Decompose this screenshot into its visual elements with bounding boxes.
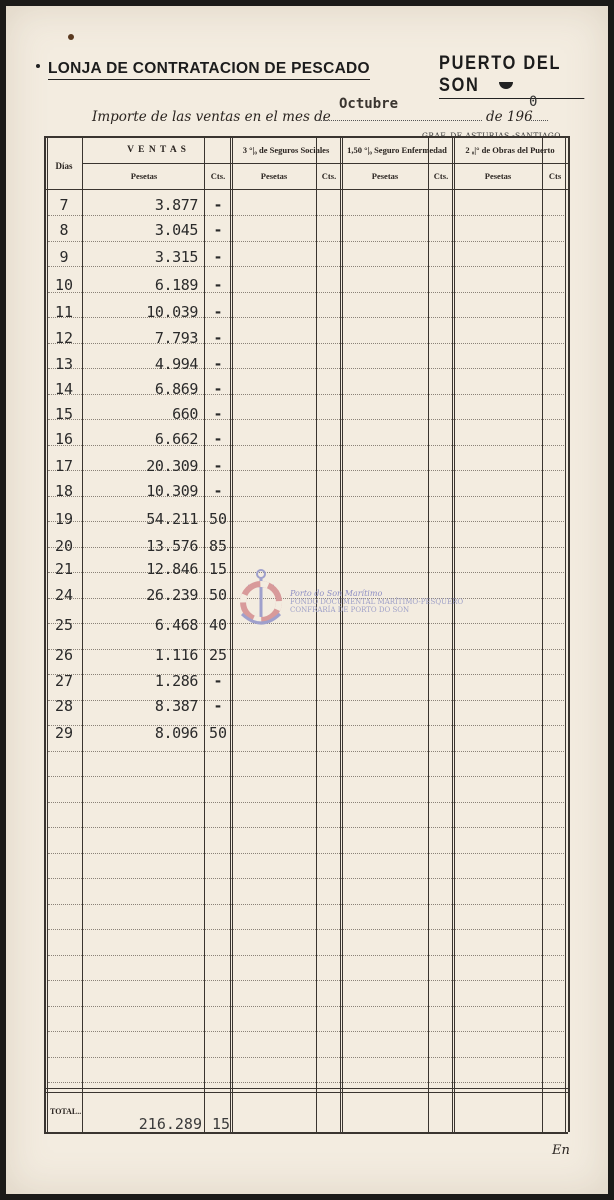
row-dia: 18 <box>54 482 74 500</box>
row-pesetas: 12.846 <box>146 560 198 578</box>
row-cts: 50 <box>208 724 228 742</box>
row-pesetas: 6.869 <box>154 380 198 398</box>
row-pesetas: 8.096 <box>154 724 198 742</box>
row-cts: - <box>213 276 223 294</box>
row-line-27 <box>48 904 564 905</box>
row-dia: 14 <box>54 380 74 398</box>
row-cts: - <box>213 303 223 321</box>
row-line-1 <box>48 241 564 242</box>
col-line-obras-cts <box>542 136 543 1132</box>
stamp-line-1: FONDO DOCUMENTAL MARÍTIMO-PESQUERO <box>290 598 464 606</box>
puerto-title: PUERTO DEL SON <box>439 53 584 99</box>
row-line-25 <box>48 853 564 854</box>
header-ventas: V E N T A S <box>127 145 187 155</box>
lonja-title: LONJA DE CONTRATACION DE PESCADO <box>48 60 370 80</box>
ink-spot <box>68 34 74 40</box>
stamp-title: Porto do Son Marítimo <box>290 589 383 598</box>
row-dia: 7 <box>59 196 69 214</box>
header-dias: Días <box>55 161 73 171</box>
col-line-ventas-end <box>230 136 231 1132</box>
col-line-ventas-cts <box>204 136 205 1132</box>
row-line-29 <box>48 955 564 956</box>
row-cts: - <box>213 355 223 373</box>
row-dia: 13 <box>54 355 74 373</box>
row-cts: - <box>213 221 223 239</box>
stamp-caption <box>290 590 463 614</box>
row-line-28 <box>48 929 564 930</box>
row-cts: - <box>213 672 223 690</box>
year-dotted-line <box>526 120 548 121</box>
row-dia: 8 <box>59 221 69 239</box>
row-cts: - <box>213 405 223 423</box>
row-line-32 <box>48 1031 564 1032</box>
row-dia: 29 <box>54 724 74 742</box>
row-line-2 <box>48 266 564 267</box>
subheader-ventas-cts: Cts. <box>210 171 226 181</box>
row-dia: 21 <box>54 560 74 578</box>
row-dia: 26 <box>54 646 74 664</box>
header-rule <box>44 189 568 190</box>
row-line-26 <box>48 878 564 879</box>
row-line-22 <box>48 776 564 777</box>
row-dia: 25 <box>54 616 74 634</box>
row-pesetas: 6.662 <box>154 430 198 448</box>
year-label: de 196 <box>486 109 533 125</box>
total-label: TOTAL.. <box>50 1107 82 1116</box>
row-dia: 17 <box>54 457 74 475</box>
subheader-enfermedad-pesetas: Pesetas <box>371 171 399 181</box>
row-cts: - <box>213 248 223 266</box>
row-pesetas: 3.315 <box>154 248 198 266</box>
subheader-rule <box>82 163 568 164</box>
row-dia: 16 <box>54 430 74 448</box>
row-dia: 27 <box>54 672 74 690</box>
row-line-33 <box>48 1057 564 1058</box>
importe-label: Importe de las ventas en el mes de <box>92 109 331 125</box>
month-value: Octubre <box>339 96 399 112</box>
row-dia: 20 <box>54 537 74 555</box>
row-cts: - <box>213 430 223 448</box>
row-cts: - <box>213 196 223 214</box>
col-line-dias <box>82 136 83 1132</box>
table-border-right <box>568 136 570 1132</box>
month-dotted-line <box>318 120 482 121</box>
total-pesetas: 216.289 <box>138 1115 202 1133</box>
row-dia: 10 <box>54 276 74 294</box>
row-cts: - <box>213 329 223 347</box>
printer-credit: GRAF. DE ASTURIAS.-SANTIAGO <box>422 131 561 140</box>
row-pesetas: 4.994 <box>154 355 198 373</box>
col-line-enfermedad-cts <box>428 136 429 1132</box>
row-cts: - <box>213 457 223 475</box>
row-dia: 9 <box>59 248 69 266</box>
row-pesetas: 1.286 <box>154 672 198 690</box>
row-line-34 <box>48 1082 564 1083</box>
row-cts: 15 <box>208 560 228 578</box>
header-seguros-sociales: 3 °|₀ de Seguros Sociales <box>242 145 330 155</box>
subheader-obras-pesetas: Pesetas <box>484 171 512 181</box>
row-line-21 <box>48 751 564 752</box>
total-rule-2 <box>44 1092 568 1093</box>
row-dia: 24 <box>54 586 74 604</box>
row-dia: 28 <box>54 697 74 715</box>
row-pesetas: 10.309 <box>146 482 198 500</box>
row-cts: 25 <box>208 646 228 664</box>
total-rule <box>44 1088 568 1089</box>
header-seguro-enfermedad: 1,50 °|₀ Seguro Enfermedad <box>347 145 447 155</box>
stamp-line-2: CONFRARÍA DE PORTO DO SON <box>290 606 410 614</box>
row-pesetas: 13.576 <box>146 537 198 555</box>
row-pesetas: 10.039 <box>146 303 198 321</box>
row-dia: 11 <box>54 303 74 321</box>
row-pesetas: 1.116 <box>154 646 198 664</box>
row-pesetas: 3.045 <box>154 221 198 239</box>
total-cts: 15 <box>211 1115 231 1133</box>
col-line-enfermedad-start <box>342 136 343 1132</box>
row-pesetas: 8.387 <box>154 697 198 715</box>
table-border-top <box>44 136 568 138</box>
subheader-obras-cts: Cts <box>548 171 562 181</box>
row-line-23 <box>48 802 564 803</box>
continuation-text: En <box>552 1143 570 1158</box>
row-line-0 <box>48 215 564 216</box>
col-line-seguros-start <box>232 136 233 1132</box>
row-cts: 40 <box>208 616 228 634</box>
row-pesetas: 26.239 <box>146 586 198 604</box>
row-pesetas: 3.877 <box>154 196 198 214</box>
row-dia: 19 <box>54 510 74 528</box>
row-pesetas: 660 <box>172 405 198 423</box>
row-pesetas: 7.793 <box>154 329 198 347</box>
year-value: 0 <box>529 94 538 110</box>
col-line-seguros-end <box>340 136 341 1132</box>
anchor-lifebuoy-stamp-icon <box>236 566 286 630</box>
row-pesetas: 20.309 <box>146 457 198 475</box>
row-cts: - <box>213 482 223 500</box>
col-line-enfermedad-end <box>452 136 453 1132</box>
bullet-mark <box>36 64 40 68</box>
row-dia: 12 <box>54 329 74 347</box>
row-cts: 85 <box>208 537 228 555</box>
table-border-right-inner <box>565 136 566 1132</box>
row-line-31 <box>48 1006 564 1007</box>
row-line-30 <box>48 980 564 981</box>
row-cts: - <box>213 380 223 398</box>
row-cts: 50 <box>208 510 228 528</box>
col-line-obras-start <box>454 136 455 1132</box>
subheader-ventas-pesetas: Pesetas <box>130 171 158 181</box>
row-cts: - <box>213 697 223 715</box>
header-obras-puerto: 2 ₀|° de Obras del Puerto <box>465 145 555 155</box>
row-line-24 <box>48 827 564 828</box>
row-cts: 50 <box>208 586 228 604</box>
subheader-enfermedad-cts: Cts. <box>433 171 449 181</box>
row-pesetas: 6.468 <box>154 616 198 634</box>
col-line-seguros-cts <box>316 136 317 1132</box>
row-pesetas: 6.189 <box>154 276 198 294</box>
row-pesetas: 54.211 <box>146 510 198 528</box>
subheader-seguros-cts: Cts. <box>321 171 337 181</box>
row-dia: 15 <box>54 405 74 423</box>
subheader-seguros-pesetas: Pesetas <box>260 171 288 181</box>
